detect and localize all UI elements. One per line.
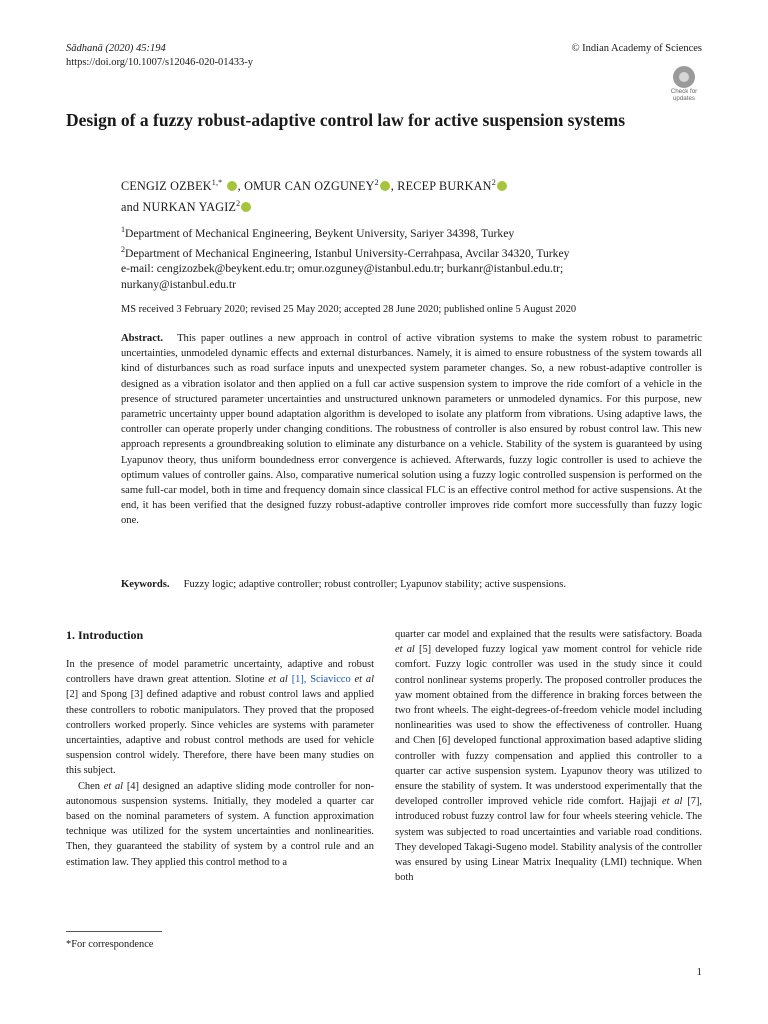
footnote: *For correspondence — [66, 939, 154, 950]
badge-label: Check for updates — [670, 88, 698, 102]
right-column — [395, 627, 702, 885]
text-run: et al — [354, 674, 374, 686]
text-run: In the presence of model parametric uncertainty, adaptive and robust controllers have drawn great attention. Slotine — [66, 659, 374, 686]
journal-citation: Sādhanā (2020) 45:194 — [66, 43, 166, 54]
affiliation-text: Department of Mechanical Engineering, Istanbul University-Cerrahpasa, Avcilar 34320, Turkey — [125, 246, 570, 260]
page-number: 1 — [696, 966, 702, 978]
text-run: [5] developed fuzzy logical yaw moment control for vehicle ride comfort. Fuzzy logic controller was used in the study since it could control nonlinear systems properly. The proposed controller produces the yaw moment obtained from the difference in braking forces between the two front wheels. The eight-degrees-of-freedom vehicle model including nonlinearities was used to show the effectiveness of controller. Huang and Chen [6] developed functional approximation based adaptive sliding controller with fuzzy compensation and applied this controller to a quarter car active suspension system. Lyapunov theory was utilized to ensure the stability of system. It was understood experimentally that the developed controller improved vehicle ride comfort. Hajjaji — [395, 644, 702, 808]
author-list — [121, 174, 681, 216]
email-line[interactable]: nurkany@istanbul.edu.tr — [121, 278, 236, 292]
manuscript-dates: MS received 3 February 2020; revised 25 May 2020; accepted 28 June 2020; published online 5 August 2020 — [121, 304, 577, 315]
paragraph — [395, 627, 702, 885]
affiliation-marker: 2 — [121, 244, 125, 254]
text-run: [1], Sciavicco — [287, 674, 355, 686]
doi-link[interactable]: https://doi.org/10.1007/s12046-020-01433-y — [66, 57, 254, 68]
publisher-credit: © Indian Academy of Sciences — [571, 43, 702, 54]
affiliation-marker: 1 — [121, 225, 125, 234]
footnote-divider — [66, 931, 162, 932]
keywords — [121, 577, 711, 592]
affiliation-1 — [121, 222, 721, 242]
text-run: et al — [268, 674, 288, 686]
text-run: [2] and Spong [3] defined adaptive and robust control laws and applied these controllers to robotic manipulators. They proved that the proposed controllers worked properly. Since vehicles are systems with parameter uncertainties, adaptive and robust control methods are used for vehicle suspension control widely. Therefore, there have been many studies on this subject. — [66, 689, 374, 777]
section-heading: 1. Introduction — [66, 628, 144, 642]
abstract — [121, 331, 702, 529]
orcid-icon[interactable] — [241, 202, 251, 212]
author-name: CENGIZ OZBEK — [121, 179, 212, 194]
left-column — [66, 657, 374, 870]
orcid-icon[interactable] — [227, 181, 237, 191]
author-name: , OMUR CAN OZGUNEY — [237, 179, 375, 194]
affiliation-text: Department of Mechanical Engineering, Beykent University, Sariyer 34398, Turkey — [125, 226, 515, 240]
paragraph — [66, 657, 374, 779]
author-affiliation-marker: 2 — [491, 178, 496, 187]
text-run: quarter car model and explained that the results were satisfactory. Boada — [395, 629, 702, 640]
text-run: et al — [661, 796, 683, 808]
abstract-label: Abstract. — [121, 333, 164, 344]
check-for-updates-badge[interactable] — [664, 66, 704, 104]
text-run: et al — [103, 780, 124, 792]
abstract-text: This paper outlines a new approach in control of active vibration systems to make the system robust to parametric uncertainties, unmodeled dynamic effects and external disturbances. Namely, it is aimed to ensure robustness of the system towards all kind of disturbances such as road surface inputs and unexpected system parameter changes. So, a new robust-adaptive controller is designed as a vibration isolator and then applied on a full car active suspension system to improve the ride comfort of a vehicle in the presence of structured parameter uncertainties and unstructured unknown parameters or unmodeled dynamics. For this purpose, new parametric uncertainty upper bound adaptation algorithm is developed to isolate any platform from vibrations. Using adaptive laws, the controller can operate properly under changing conditions. The robustness of controller is also ensured by robust control law. This new approach represents a groundbreaking solution to eliminate any disturbance on a vehicle. Stability of the system is guaranteed by using Lyapunov theory, thus uniform boundedness error convergence is achieved. Afterwards, fuzzy logic controller is used to achieve the optimum values of controller gains. Also, comparative numerical solution using a fuzzy logic controlled suspension is performed on the same full-car model, both in time and frequency domain since classical FLC is an effective control method for active suspensions. At the end, it has been verified that the designed fuzzy robust-adaptive controller improves ride comfort more successfully than fuzzy logic one. — [121, 333, 702, 527]
affiliation-2 — [121, 242, 721, 262]
text-run: et al — [395, 644, 415, 656]
text-run: Chen — [78, 780, 104, 792]
author-name: , RECEP BURKAN — [390, 179, 492, 194]
orcid-icon[interactable] — [380, 181, 390, 191]
keywords-text: Fuzzy logic; adaptive controller; robust controller; Lyapunov stability; active suspensions. — [183, 579, 567, 590]
check-for-updates-icon — [673, 66, 695, 88]
text-run: [7], introduced robust fuzzy control law for four wheels steering vehicle. The system was subjected to road uncertainties and variable road conditions. They developed Takagi-Sugeno model. Stability analysis of the controller was ensured by using Linear Matrix Inequality (LMI) technique. When both — [395, 796, 703, 884]
author-affiliation-marker: 2 — [236, 199, 241, 209]
keywords-label: Keywords. — [121, 579, 170, 590]
orcid-icon[interactable] — [497, 181, 507, 191]
author-affiliation-marker: 1,* — [211, 178, 223, 187]
paper-title: Design of a fuzzy robust-adaptive control law for active suspension systems — [66, 110, 626, 130]
paragraph — [66, 779, 374, 870]
email-line[interactable]: e-mail: cengizozbek@beykent.edu.tr; omur.ozguney@istanbul.edu.tr; burkanr@istanbul.edu.tr; — [121, 262, 564, 276]
affiliations — [121, 222, 721, 293]
text-run: [4] designed an adaptive sliding mode controller for non-autonomous suspension systems. Initially, they modeled a quarter car based on the nominal parameters of system. A function approximation technique was utilized for the system uncertainties and nonlinearities. Then, they guaranteed the stability of system by a control rule and an estimation law. They applied this control method to a — [66, 780, 374, 868]
author-name: and NURKAN YAGIZ — [121, 200, 237, 215]
author-affiliation-marker: 2 — [374, 178, 379, 187]
